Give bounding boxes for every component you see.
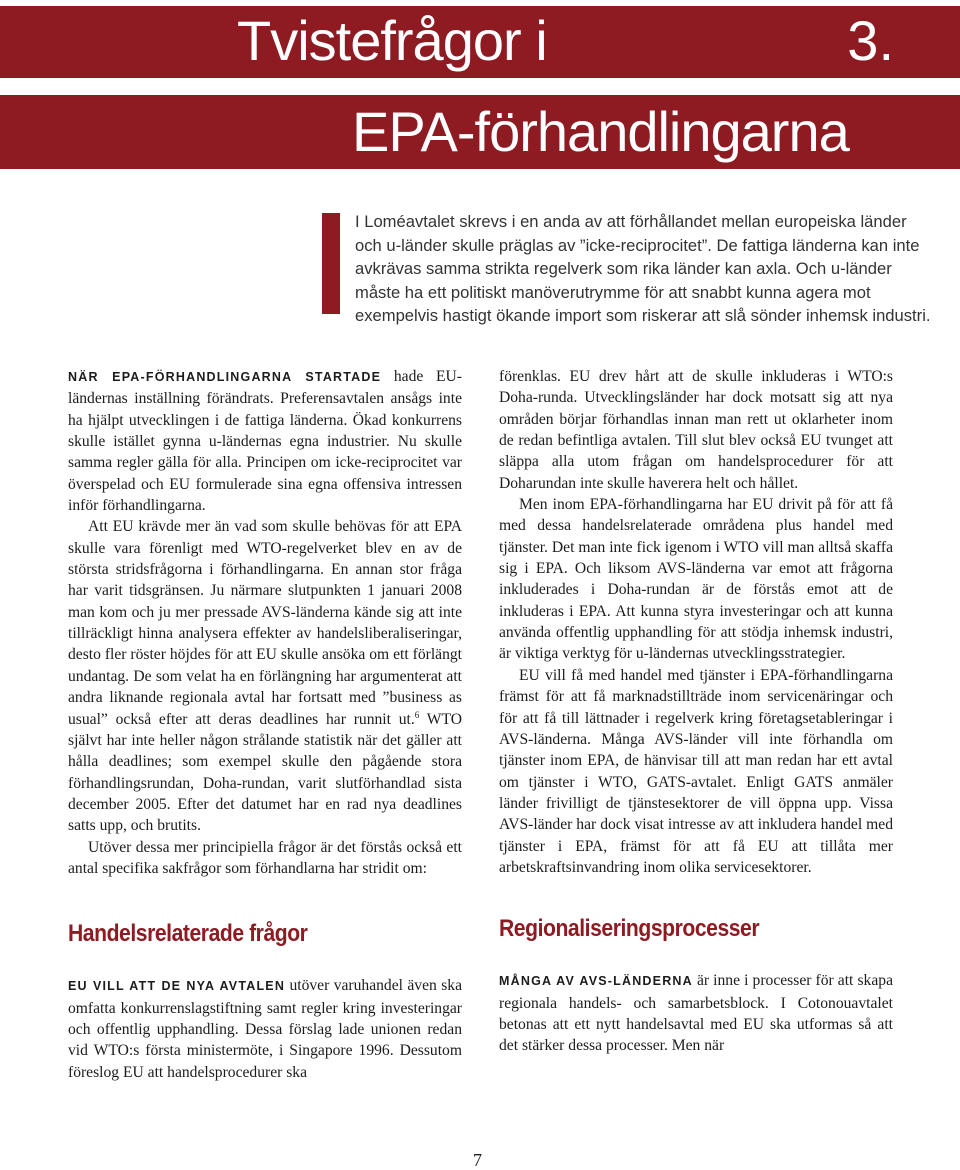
left-paragraph-2-text-a: Att EU krävde mer än vad som skulle behövas för att EPA skulle vara förenligt med WTO-regelverket blev en av de största stridsfrågorna i förhandlingarna. En annan stor fråga har varit tidsgränsen. Ju närmare slutpunkten 1 januari 2008 man kom och ju mer pressade AVS-länderna kände sig att inte tillräckligt hinna analysera effekter av handelsliberaliseringar, desto fler röster höjdes för att EU skulle ansöka om ett förlängt undantag. De som velat ha en förlängning har argumenterat att andra liknande regionala avtal har fortsatt med ”business as usual” också efter att deras deadlines har runnit ut. [68, 518, 462, 728]
right-column [499, 366, 893, 1057]
section-heading-regionalisering: Regionaliseringsprocesser [499, 915, 760, 943]
right-paragraph-3: EU vill få med handel med tjänster i EPA-förhandlingarna främst för att få marknadstillträde inom servicenäringar och för att få till lättnader i regelverk kring företagsetableringar i AVS-länderna. Många AVS-länder vill inte förhandla om tjänster inom EPA, de hänvisar till att man redan har ett avtal om tjänster i WTO, GATS-avtalet. Enligt GATS anmäler länder frivilligt de tjänstesektorer de vill öppna upp. Vissa AVS-länder har dock visat intresse av att inkludera handel med tjänster i EPA, främst för att få EU att tillåta mer arbetskraftsinvandring inom olika servicesektorer. [499, 666, 893, 876]
left-column [68, 366, 462, 1083]
right-lead-in: MÅNGA AV AVS-LÄNDERNA [499, 974, 693, 989]
chapter-title-line2: EPA-förhandlingarna [352, 100, 849, 163]
left-paragraph-1-text: hade EU-ländernas inställning förändrats. Preferensavtalen ansågs inte ha hjälpt utvecklingen i de fattiga länderna. Ökad konkurrens skulle istället gynna u-ländernas egna industrier. Nu skulle samma regler gälla för alla. Principen om icke-reciprocitet var överspelad och EU formulerade sina egna offensiva intressen inför förhandlingarna. [68, 368, 462, 515]
page-number: 7 [473, 1150, 482, 1170]
section-heading-handelsrelaterade: Handelsrelaterade frågor [68, 920, 308, 948]
right-paragraph-1: förenklas. EU drev hårt att de skulle inkluderas i WTO:s Doha-runda. Utvecklingsländer har dock motsatt sig att nya områden börjar förhandlas innan man rett ut oklarheter inom de redan befintliga avtalen. Till slut blev också EU tvunget att släppa alla utom frågan om handelsprocedurer för att Doharundan inte skulle haverera helt och hållet. [499, 368, 893, 492]
left-paragraph-4 [68, 975, 462, 1083]
right-paragraph-4-text: är inne i processer för att skapa regionala handels- och samarbetsblock. I Cotonouavtalet betonas att ett nytt handelsavtal med EU ska utformas så att det stärker dessa processer. Men när [499, 972, 893, 1055]
drop-cap-bar [322, 213, 340, 314]
chapter-title-line1: Tvistefrågor i [237, 9, 547, 72]
chapter-number: 3. [847, 9, 894, 72]
left-paragraph-1 [68, 366, 462, 516]
title-band-top [0, 6, 960, 78]
left-paragraph-4-text: utöver varuhandel även ska omfatta konkurrenslagstiftning samt regler kring investeringar och offentlig upphandling. Dessa förslag lade unionen redan vid WTO:s första ministermöte, i Singapore 1996. Dessutom föreslog EU att handelsprocedurer ska [68, 977, 462, 1081]
left-paragraph-3: Utöver dessa mer principiella frågor är det förstås också ett antal specifika sakfrågor som förhandlarna har stridit om: [68, 838, 462, 877]
left-paragraph-2 [68, 516, 462, 836]
title-band-bottom [0, 95, 960, 169]
right-paragraph-4 [499, 970, 893, 1056]
footnote-marker: 6 [414, 709, 420, 720]
left-lead-in-1: NÄR EPA-FÖRHANDLINGARNA STARTADE [68, 370, 382, 384]
left-paragraph-2-text-b: WTO självt har inte heller någon strålande statistik när det gäller att hålla deadlines; som exempel skulle den pågående stora förhandlingsrundan, Doha-rundan, varit slutförhandlad sista december 2005. Efter det datumet har en rad nya deadlines satts upp, och brutits. [68, 710, 462, 835]
left-lead-in-2: EU VILL ATT DE NYA AVTALEN [68, 979, 286, 994]
intro-paragraph: I Loméavtalet skrevs i en anda av att förhållandet mellan europeiska länder och u-länder skulle präglas av ”icke-reciprocitet”. De fattiga länderna kan inte avkrävas samma strikta regelverk som rika länder kan axla. Och u-länder måste ha ett politiskt manöverutrymme för att snabbt kunna agera mot exempelvis hastigt ökande import som riskerar att slå sönder inhemsk industri. [355, 212, 931, 325]
right-paragraph-2: Men inom EPA-förhandlingarna har EU drivit på för att få med dessa handelsrelaterade områdena plus handel med tjänster. Det man inte fick igenom i WTO vill man alltså skaffa sig i EPA. Och liksom AVS-länderna var emot att frågorna inkluderades i Doha-rundan är de förstås emot att de inkluderas i EPA. Att kunna styra investeringar och att kunna använda offentlig upphandling för att stödja inhemsk industri, är viktiga verktyg för u-ländernas utvecklingsstrategier. [499, 496, 893, 663]
